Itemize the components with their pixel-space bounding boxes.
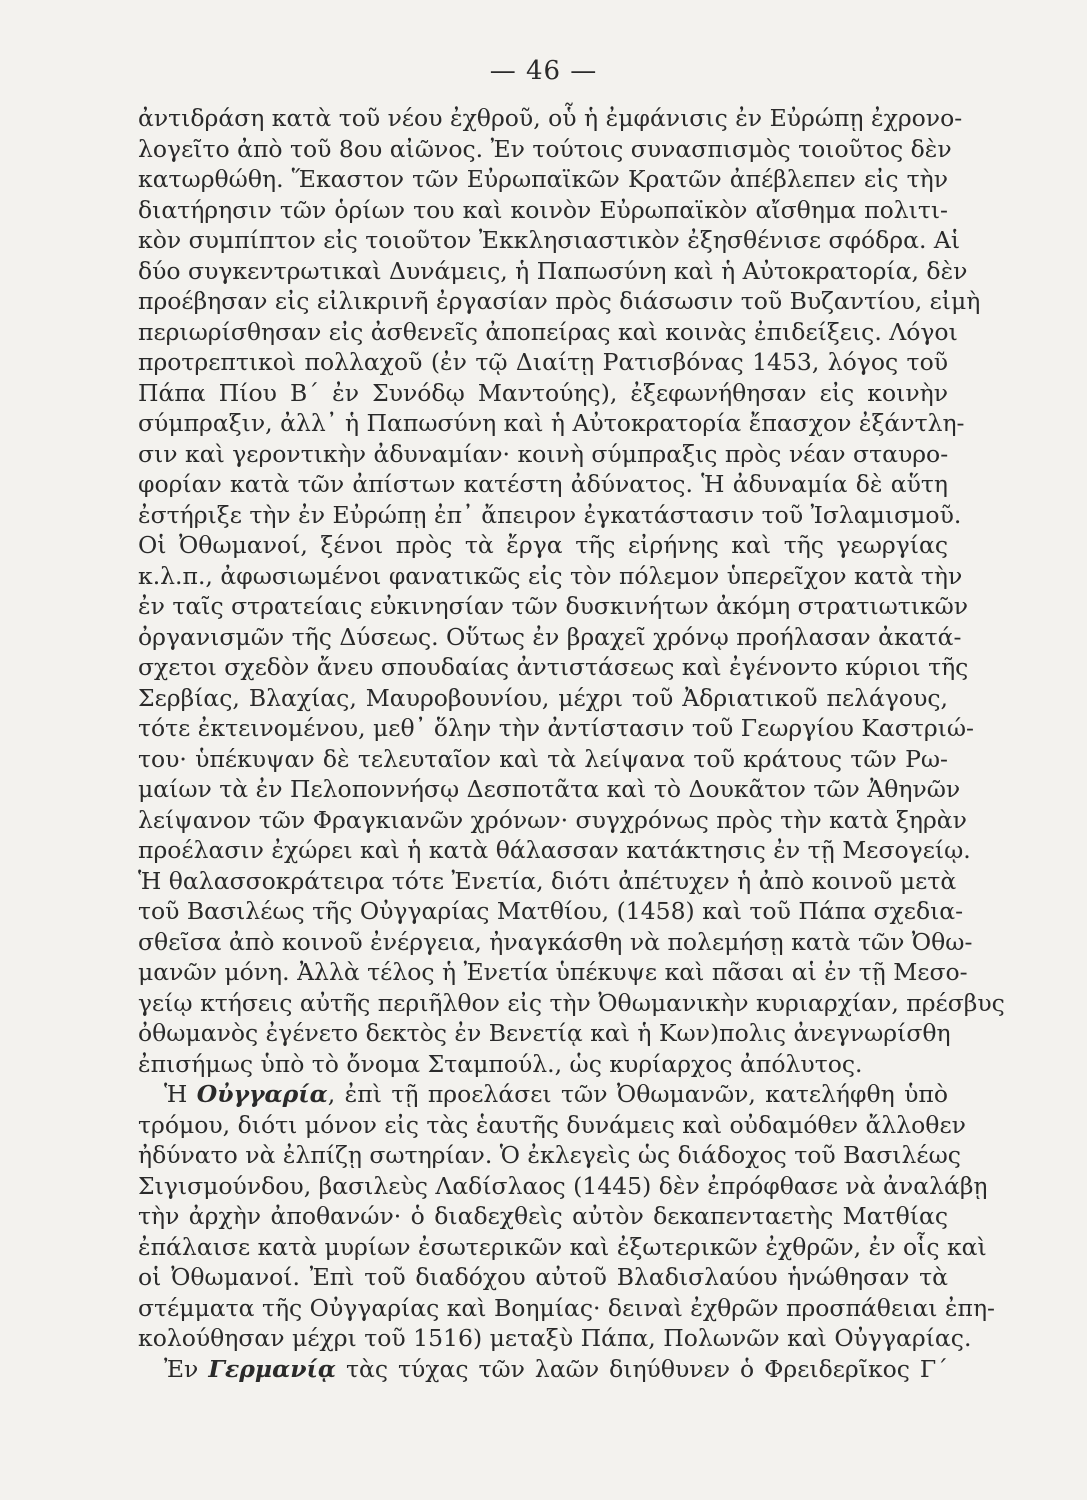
text-line: ὀθωμανὸς ἐγένετο δεκτὸς ἐν Βενετίᾳ καὶ ἡ Κων)πολις ἀνεγνωρίσθη	[138, 1019, 951, 1047]
text-line: ἐστήριξε τὴν ἐν Εὐρώπῃ ἐπ᾽ ἄπειρον ἐγκατάστασιν τοῦ Ἰσλαμισμοῦ.	[138, 500, 962, 529]
text-line: γείῳ κτήσεις αὐτῆς περιῆλθον εἰς τὴν Ὀθωμανικὴν κυριαρχίαν, πρέσβυς	[138, 988, 1005, 1017]
text-block	[138, 103, 1005, 1384]
text-line: λογεῖτο ἀπὸ τοῦ 8ου αἰῶνος. Ἐν τούτοις συνασπισμὸς τοιοῦτος δὲν	[138, 134, 952, 163]
text-line: φορίαν κατὰ τῶν ἀπίστων κατέστη ἀδύνατος. Ἡ ἀδυναμία δὲ αὕτη	[138, 470, 948, 498]
text-line: περιωρίσθησαν εἰς ἀσθενεῖς ἀποπείρας καὶ κοινὰς ἐπιδείξεις. Λόγοι	[138, 317, 958, 346]
text-line: ἐπισήμως ὑπὸ τὸ ὄνομα Σταμπούλ., ὡς κυρίαρχος ἀπόλυτος.	[138, 1049, 863, 1078]
text-line: τοῦ Βασιλέως τῆς Οὐγγαρίας Ματθίου, (1458) καὶ τοῦ Πάπα σχεδια-	[138, 897, 964, 925]
text-line: του· ὑπέκυψαν δὲ τελευταῖον καὶ τὰ λείψανα τοῦ κράτους τῶν Ρω-	[138, 744, 948, 773]
text-line: στέμματα τῆς Οὐγγαρίας καὶ Βοημίας· δειναὶ ἐχθρῶν προσπάθειαι ἐπη-	[138, 1293, 995, 1322]
text-line: μανῶν μόνη. Ἀλλὰ τέλος ἡ Ἐνετία ὑπέκυψε καὶ πᾶσαι αἱ ἐν τῇ Μεσο-	[138, 958, 968, 986]
text-line: τότε ἐκτεινομένου, μεθ᾽ ὅλην τὴν ἀντίστασιν τοῦ Γεωργίου Καστριώ-	[138, 714, 974, 742]
text-line: μαίων τὰ ἐν Πελοποννήσῳ Δεσποτᾶτα καὶ τὸ Δουκᾶτον τῶν Ἀθηνῶν	[138, 775, 961, 803]
text-line: προέβησαν εἰς εἰλικρινῆ ἐργασίαν πρὸς διάσωσιν τοῦ Βυζαντίου, εἰμὴ	[138, 287, 981, 315]
text-line: Σερβίας, Βλαχίας, Μαυροβουνίου, μέχρι τοῦ Ἀδριατικοῦ πελάγους,	[138, 683, 948, 712]
text-line: σιν καὶ γεροντικὴν ἀδυναμίαν· κοινὴ σύμπραξις πρὸς νέαν σταυρο-	[138, 439, 949, 468]
page-number: — 46 —	[489, 56, 598, 86]
text-line: τρόμου, διότι μόνον εἰς τὰς ἑαυτῆς δυνάμεις καὶ οὐδαμόθεν ἄλλοθεν	[138, 1110, 966, 1139]
text-line: ἠδύνατο νὰ ἐλπίζῃ σωτηρίαν. Ὁ ἐκλεγεὶς ὡς διάδοχος τοῦ Βασιλέως	[138, 1141, 961, 1169]
text-line: ἐν ταῖς στρατείαις εὐκινησίαν τῶν δυσκινήτων ἀκόμη στρατιωτικῶν	[138, 592, 969, 620]
text-line: προέλασιν ἐχώρει καὶ ἡ κατὰ θάλασσαν κατάκτησις ἐν τῇ Μεσογείῳ.	[138, 836, 971, 864]
text-line: τὴν ἀρχὴν ἀποθανών· ὁ διαδεχθεὶς αὐτὸν δεκαπενταετὴς Ματθίας	[138, 1202, 948, 1230]
text-line: Ἡ θαλασσοκράτειρα τότε Ἐνετία, διότι ἀπέτυχεν ἡ ἀπὸ κοινοῦ μετὰ	[138, 866, 957, 895]
term-germany: Γερμανίᾳ	[208, 1354, 336, 1383]
text-line: Ἡ Οὐγγαρία, ἐπὶ τῇ προελάσει τῶν Ὀθωμανῶν, κατελήφθη ὑπὸ	[164, 1080, 948, 1108]
text-line: σθεῖσα ἀπὸ κοινοῦ ἐνέργεια, ἠναγκάσθη νὰ πολεμήσῃ κατὰ τῶν Ὀθω-	[138, 927, 973, 956]
paragraph-hungary	[138, 1079, 995, 1354]
text-line: σχετοι σχεδὸν ἄνευ σπουδαίας ἀντιστάσεως καὶ ἐγένοντο κύριοι τῆς	[138, 653, 969, 681]
text-line: δύο συγκεντρωτικαὶ Δυνάμεις, ἡ Παπωσύνη καὶ ἡ Αὐτοκρατορία, δὲν	[138, 256, 968, 285]
text-line: λείψανον τῶν Φραγκιανῶν χρόνων· συγχρόνως πρὸς τὴν κατὰ ξηρὰν	[138, 805, 967, 834]
text-line: κατωρθώθη. Ἕκαστον τῶν Εὐρωπαϊκῶν Κρατῶν ἀπέβλεπεν εἰς τὴν	[138, 165, 948, 193]
text-line: κ.λ.π., ἀφωσιωμένοι φανατικῶς εἰς τὸν πόλεμον ὑπερεῖχον κατὰ τὴν	[138, 561, 963, 590]
paragraph-germany	[138, 1354, 948, 1385]
text-line: προτρεπτικοὶ πολλαχοῦ (ἐν τῷ Διαίτῃ Ρατισβόνας 1453, λόγος τοῦ	[138, 348, 948, 376]
text-line: κὸν συμπίπτον εἰς τοιοῦτον Ἐκκλησιαστικὸν ἐξησθένισε σφόδρα. Αἱ	[138, 226, 961, 254]
text-line: Οἱ Ὀθωμανοί, ξένοι πρὸς τὰ ἔργα τῆς εἰρήνης καὶ τῆς γεωργίας	[138, 531, 948, 559]
text-line: ὀργανισμῶν τῆς Δύσεως. Οὕτως ἐν βραχεῖ χρόνῳ προήλασαν ἀκατά-	[138, 622, 962, 651]
text-line: ἐπάλαισε κατὰ μυρίων ἐσωτερικῶν καὶ ἐξωτερικῶν ἐχθρῶν, ἐν οἷς καὶ	[138, 1232, 987, 1261]
text-line: σύμπραξιν, ἀλλ᾽ ἡ Παπωσύνη καὶ ἡ Αὐτοκρατορία ἔπασχον ἐξάντλη-	[138, 409, 965, 437]
text-line: ἀντιδράση κατὰ τοῦ νέου ἐχθροῦ, οὗ ἡ ἐμφάνισις ἐν Εὐρώπῃ ἐχρονο-	[138, 104, 963, 132]
text-line: Σιγισμούνδου, βασιλεὺς Λαδίσλαος (1445) δὲν ἐπρόφθασε νὰ ἀναλάβῃ	[138, 1171, 988, 1200]
text-line: Πάπα Πίου Β΄ ἐν Συνόδῳ Μαντούης), ἐξεφωνήθησαν εἰς κοινὴν	[138, 378, 948, 407]
paragraph-ottoman-advance	[138, 103, 1005, 1079]
text-line: οἱ Ὀθωμανοί. Ἐπὶ τοῦ διαδόχου αὐτοῦ Βλαδισλαύου ἡνώθησαν τὰ	[138, 1263, 948, 1291]
text-line: διατήρησιν τῶν ὁρίων του καὶ κοινὸν Εὐρωπαϊκὸν αἴσθημα πολιτι-	[138, 195, 948, 224]
text-line: Ἐν Γερμανίᾳ τὰς τύχας τῶν λαῶν διηύθυνεν ὁ Φρειδερῖκος Γ΄	[164, 1354, 948, 1383]
term-hungary: Οὐγγαρία	[196, 1080, 328, 1108]
text-line: κολούθησαν μέχρι τοῦ 1516) μεταξὺ Πάπα, Πολωνῶν καὶ Οὐγγαρίας.	[138, 1324, 972, 1352]
